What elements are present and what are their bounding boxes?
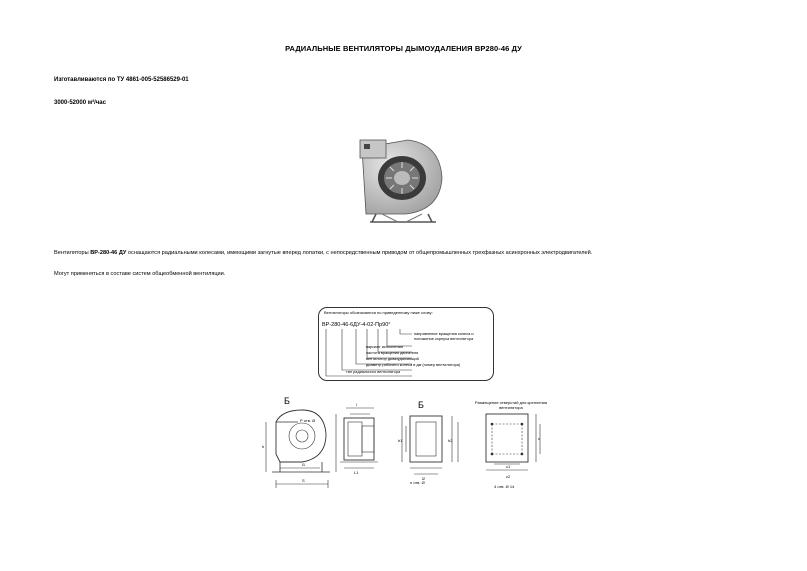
scheme-item: направление вращения колеса и положение корпуса вентилятора: [414, 331, 474, 341]
svg-text:h1: h1: [398, 438, 403, 443]
manufacturing-standard: Изготавливаются по ТУ 4861-005-52586529-01: [54, 77, 189, 83]
scheme-item: тип радиального вентилятора: [346, 369, 401, 374]
svg-text:h2: h2: [448, 438, 453, 443]
view-label: Б: [284, 396, 290, 406]
svg-text:l2: l2: [422, 476, 426, 481]
model-name: ВР-280-46 ДУ: [90, 250, 127, 256]
svg-text:n отв. Ø: n отв. Ø: [410, 480, 425, 485]
svg-text:h: h: [262, 444, 265, 449]
usage-note: Могут применяться в составе систем общеобменной вентиляции.: [54, 271, 226, 277]
svg-text:l: l: [356, 402, 357, 407]
flow-range: 3000-52000 м³/час: [54, 100, 106, 106]
svg-text:S: S: [302, 478, 305, 483]
svg-text:L1: L1: [354, 470, 359, 475]
svg-text:c2: c2: [506, 474, 511, 479]
svg-text:l1: l1: [302, 462, 306, 467]
page-title: РАДИАЛЬНЫЕ ВЕНТИЛЯТОРЫ ДЫМОУДАЛЕНИЯ ВР280-46 ДУ: [285, 44, 522, 53]
svg-text:Р отв. Ø: Р отв. Ø: [300, 418, 316, 423]
svg-text:4 отв. Ø 14: 4 отв. Ø 14: [494, 484, 515, 489]
scheme-item: диаметр рабочего колеса в дм (номер вентилятора): [366, 362, 461, 367]
description: Вентиляторы ВР-280-46 ДУ оснащаются радиальными колесами, имеющими загнутые вперед лопатки, с непосредственным приводом от общепромышленных трехфазных асинхронных электродвигателей.: [54, 250, 593, 256]
fan-photo: [352, 134, 448, 226]
view-label: Б: [418, 400, 424, 410]
svg-text:c1: c1: [506, 464, 511, 469]
scheme-item: вариант исполнения: [366, 344, 404, 349]
svg-text:c: c: [538, 436, 540, 441]
designation-code: ВР-280-46-6ДУ-4-02-Пр90°: [322, 322, 391, 328]
scheme-item: вентилятор дымоудаляющий: [366, 356, 419, 361]
mounting-holes-note: Размещение отверстий для крепления вентилятора: [474, 400, 548, 410]
scheme-item: частота вращения двигателя: [366, 350, 419, 355]
designation-heading: Вентиляторы обозначаются по приведенному ниже слову:: [324, 310, 433, 315]
